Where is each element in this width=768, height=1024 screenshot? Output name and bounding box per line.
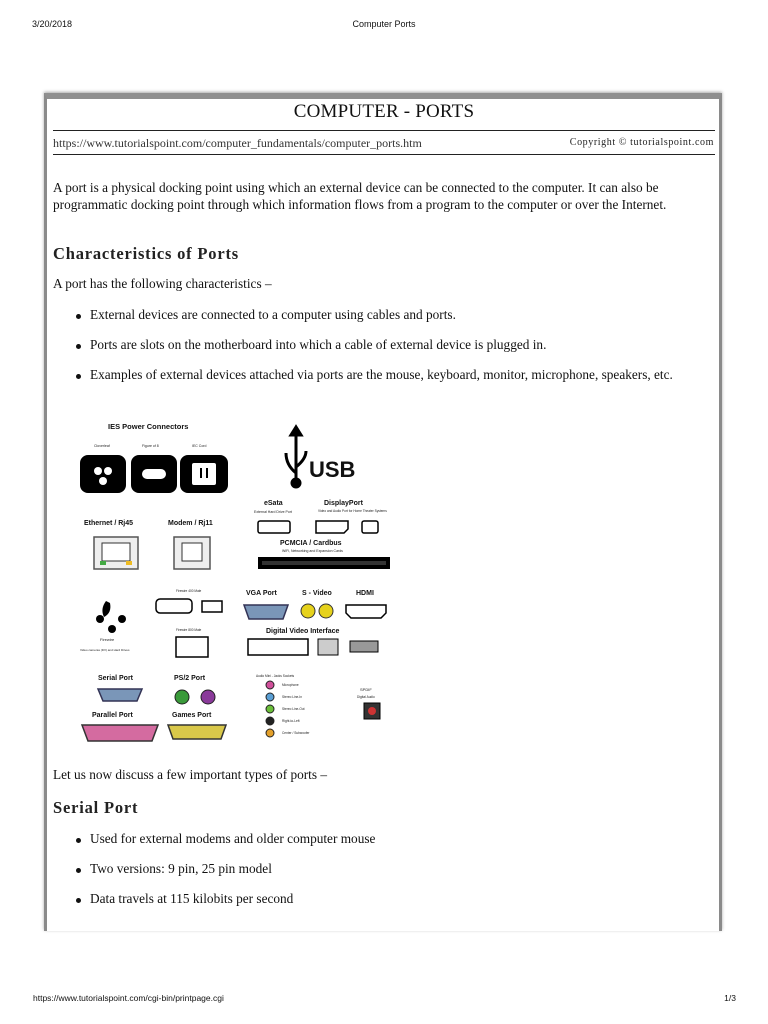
ports-illustration — [76, 415, 396, 748]
list-item: Used for external modems and older computer mouse — [53, 831, 717, 848]
games-port-icon — [168, 725, 226, 739]
list-item: Examples of external devices attached via ports are the mouse, keyboard, monitor, microphone, speakers, etc. — [53, 367, 717, 384]
iec-connector-icon — [180, 455, 228, 493]
firewire-small-port-icon — [202, 601, 222, 612]
title-divider — [53, 130, 715, 131]
modem-label: Modem / Rj11 — [168, 520, 213, 527]
ies-sub-1: Cloverleaf — [94, 444, 110, 448]
spdif-label: SPDIF — [360, 687, 372, 692]
copyright-notice: Copyright © tutorialspoint.com — [569, 137, 714, 148]
games-label: Games Port — [172, 712, 212, 719]
pcmcia-sub: WiFi, Networking and Expansion Cards — [282, 549, 343, 553]
mini-displayport-icon — [362, 521, 378, 533]
characteristics-lead: A port has the following characteristics – — [53, 276, 272, 291]
ethernet-port-icon — [94, 537, 138, 569]
ethernet-label: Ethernet / Rj45 — [84, 520, 134, 527]
ps2-label: PS/2 Port — [174, 675, 206, 682]
svideo-port-icon — [301, 604, 315, 618]
audio-jack-label: Stereo Line-Out — [282, 707, 305, 711]
audio-jack-microphone-icon — [266, 681, 274, 689]
dvi-port-icon — [248, 639, 308, 655]
url-divider — [53, 154, 715, 155]
intro-paragraph: A port is a physical docking point using which an external device can be connected to the computer. It can also be programmatic docking point through which information flows from a program to the computer or over the Internet. — [53, 180, 667, 212]
esata-label: eSata — [264, 500, 283, 507]
firewire400-label: Firewire 400 Male — [176, 589, 202, 593]
list-item: Ports are slots on the motherboard into which a cable of external device is plugged in. — [53, 337, 717, 354]
hdmi-label: HDMI — [356, 590, 374, 597]
displayport-label: DisplayPort — [324, 500, 363, 507]
ies-sub-2: Figure of 8 — [142, 444, 159, 448]
footer-url: https://www.tutorialspoint.com/cgi-bin/printpage.cgi — [33, 993, 224, 1003]
ies-label: IES Power Connectors — [108, 422, 189, 431]
print-title: Computer Ports — [352, 19, 416, 29]
parallel-port-icon — [82, 725, 158, 741]
firewire-sub: Video cameras (DV) and Hard Drives — [80, 648, 130, 652]
firewire-label: Firewire — [100, 637, 115, 642]
ies-sub-3: IEC Cord — [192, 444, 207, 448]
serial-port-icon — [98, 689, 142, 701]
ps2-mouse-port-icon — [175, 690, 189, 704]
firewire-icon — [96, 601, 126, 633]
audio-mini-label: Audio Mini - Jacks Sockets — [256, 674, 295, 678]
print-header — [0, 19, 768, 33]
audio-jack-label: Center / Subwoofer — [282, 731, 310, 735]
dvi-label: Digital Video Interface — [266, 628, 340, 635]
list-item: Data travels at 115 kilobits per second — [53, 891, 717, 908]
list-item: Two versions: 9 pin, 25 pin model — [53, 861, 717, 878]
audio-jack-center-icon — [266, 729, 274, 737]
ps2-keyboard-port-icon — [201, 690, 215, 704]
print-footer — [0, 993, 768, 1007]
audio-jack-label: Stereo Line-In — [282, 695, 303, 699]
esata-port-icon — [258, 521, 290, 533]
page-number: 1/3 — [724, 993, 736, 1003]
displayport-port-icon — [316, 521, 348, 533]
svideo-label: S - Video — [302, 590, 332, 597]
firewire800-label: Firewire 800 Male — [176, 628, 202, 632]
dvi-port-small-icon — [318, 639, 338, 655]
spdif-sub: Digital Audio — [357, 695, 375, 699]
firewire400-port-icon — [156, 599, 192, 613]
section-heading-serial-port: Serial Port — [53, 798, 139, 817]
print-date: 3/20/2018 — [32, 19, 73, 29]
pcmcia-label: PCMCIA / Cardbus — [280, 540, 342, 547]
serial-port-list — [53, 831, 717, 921]
cloverleaf-connector-icon — [80, 455, 126, 493]
audio-jack-rear-icon — [266, 717, 274, 725]
modem-port-icon — [174, 537, 210, 569]
figure-8-connector-icon — [131, 455, 177, 493]
dvi-port-alt-icon — [350, 641, 378, 652]
usb-icon — [286, 427, 306, 487]
characteristics-list — [53, 307, 717, 397]
hdmi-port-icon — [346, 605, 386, 618]
audio-jack-label: Microphone — [282, 683, 299, 687]
displayport-sub: Video and Audio Port for Home Theater Systems — [318, 509, 387, 513]
audio-jack-line-in-icon — [266, 693, 274, 701]
list-item: External devices are connected to a computer using cables and ports. — [53, 307, 717, 324]
usb-label: USB — [309, 457, 356, 482]
transition-paragraph: Let us now discuss a few important types of ports – — [53, 767, 328, 782]
section-heading-characteristics: Characteristics of Ports — [53, 244, 239, 263]
vga-label: VGA Port — [246, 590, 277, 597]
source-url[interactable]: https://www.tutorialspoint.com/computer_fundamentals/computer_ports.htm — [53, 136, 422, 150]
page-title: COMPUTER - PORTS — [293, 101, 475, 122]
parallel-label: Parallel Port — [92, 712, 133, 719]
vga-port-icon — [244, 605, 288, 619]
firewire800-port-icon — [176, 637, 208, 657]
audio-jack-line-out-icon — [266, 705, 274, 713]
audio-jack-label: Right-to-Left — [282, 719, 300, 723]
serial-label: Serial Port — [98, 675, 134, 682]
esata-sub: External Hard Drive Port — [254, 510, 292, 514]
